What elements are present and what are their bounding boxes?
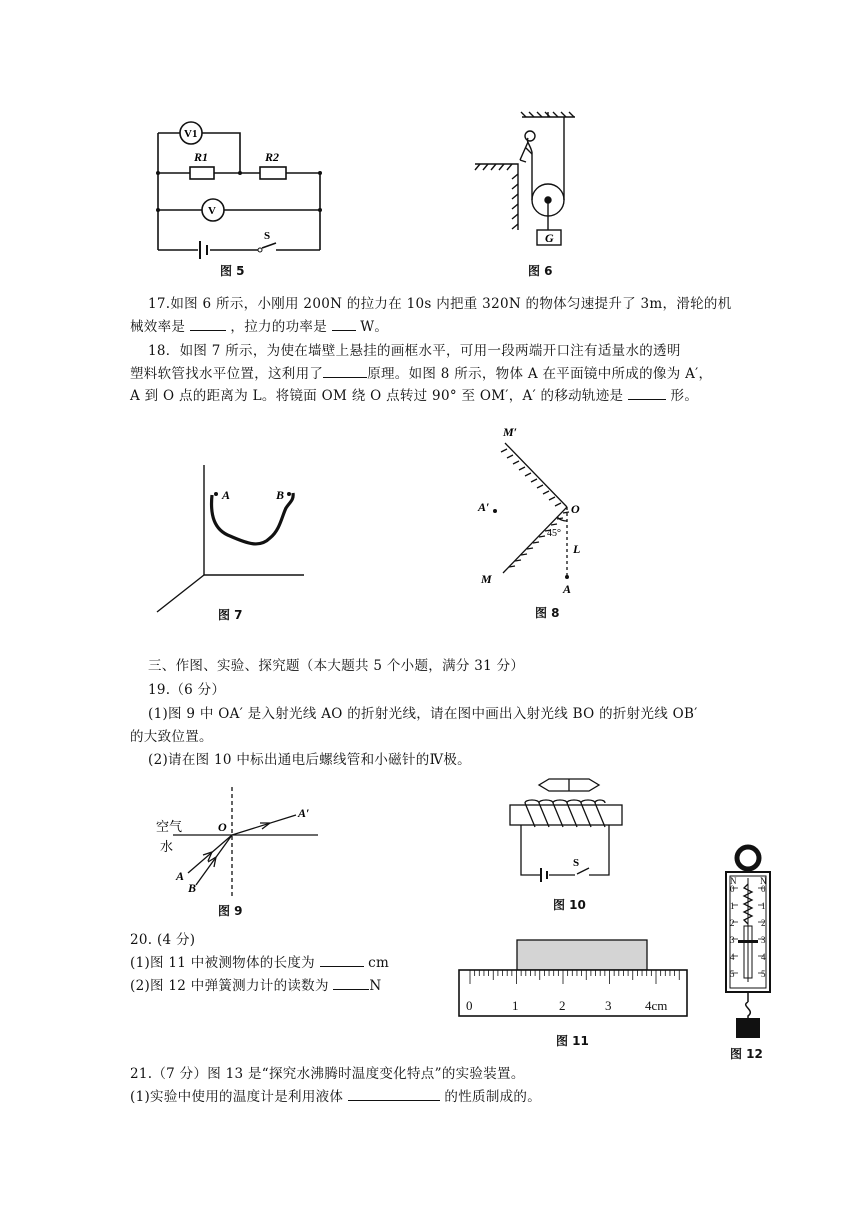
label-v1: V1 — [184, 128, 198, 140]
scale-left-0: 0 — [730, 884, 735, 894]
q17-text-d: W。 — [360, 319, 389, 335]
label-n-left: N — [730, 876, 737, 886]
q17-line-1: 17.如图 6 所示，小刚用 200N 的拉力在 10s 内把重 320N 的物体匀速提升了 3m，滑轮的机 — [148, 296, 732, 312]
label-a: A — [563, 582, 572, 596]
q20-blank-length[interactable] — [320, 952, 364, 967]
label-r1: R1 — [194, 150, 209, 164]
label-o: O — [571, 502, 580, 516]
label-o: O — [218, 820, 227, 834]
figure-9-caption: 图 9 — [218, 904, 243, 918]
label-45: 45° — [547, 528, 561, 539]
q20-part2 — [130, 974, 382, 994]
figure-5-circuit — [150, 115, 330, 260]
figure-6-pulley — [470, 112, 600, 257]
q18-text-2a: 塑料软管找水平位置，这利用了 — [130, 366, 324, 382]
label-b: B — [276, 488, 285, 502]
figure-12-caption: 图 12 — [730, 1047, 763, 1061]
figure-6-caption: 图 6 — [528, 264, 553, 278]
figure-7-caption: 图 7 — [218, 608, 243, 622]
figure-9-refraction — [148, 785, 333, 905]
q18-line-3 — [130, 384, 698, 404]
scale-right-2: 2 — [761, 918, 766, 928]
q19-part1-line2: 的大致位置。 — [130, 729, 213, 745]
tick-label-1: 1 — [512, 998, 519, 1013]
scale-right-5: 5 — [761, 969, 766, 979]
label-a: A — [222, 488, 231, 502]
q20-text-2b: N — [369, 978, 382, 994]
label-water: 水 — [160, 839, 174, 854]
section-3-title: 三、作图、实验、探究题（本大题共 5 个小题，满分 31 分） — [148, 658, 525, 674]
scale-left-4: 4 — [730, 952, 735, 962]
measured-object — [517, 940, 647, 970]
q18-blank-trajectory[interactable] — [628, 385, 666, 400]
q19-part1-line1: (1)图 9 中 OA′ 是入射光线 AO 的折射光线，请在图中画出入射光线 BO 的折射光线 OB′ — [148, 706, 698, 722]
label-air: 空气 — [156, 819, 183, 834]
figure-7-tube — [152, 460, 312, 620]
figure-10-solenoid — [505, 773, 635, 888]
figure-8-mirror — [475, 425, 595, 600]
q18-text-2b: 原理。如图 8 所示，物体 A 在平面镜中所成的像为 A′， — [367, 366, 713, 382]
q17-text-b: 械效率是 — [130, 319, 186, 335]
q17-line-2 — [130, 315, 388, 335]
label-s: S — [264, 230, 271, 242]
label-g: G — [545, 231, 554, 245]
q20-blank-reading[interactable] — [333, 975, 369, 990]
figure-11-caption: 图 11 — [556, 1034, 589, 1048]
scale-left-2: 2 — [730, 918, 735, 928]
scale-left-1: 1 — [730, 901, 735, 911]
tick-label-3: 3 — [605, 998, 612, 1013]
scale-right-1: 1 — [761, 901, 766, 911]
figure-5-caption: 图 5 — [220, 264, 245, 278]
tick-label-4: 4cm — [645, 998, 668, 1013]
label-n-right: N — [760, 876, 767, 886]
label-s: S — [573, 857, 580, 869]
label-r2: R2 — [265, 150, 280, 164]
tick-label-0: 0 — [466, 998, 473, 1013]
q21-head: 21.（7 分）图 13 是“探究水沸腾时温度变化特点”的实验装置。 — [130, 1066, 525, 1082]
figure-12-spring-scale — [720, 842, 780, 1042]
scale-right-0: 0 — [761, 884, 766, 894]
q19-part2: (2)请在图 10 中标出通电后螺线管和小磁针的Ⅳ极。 — [148, 752, 471, 768]
figure-8-caption: 图 8 — [535, 606, 560, 620]
figure-11-ruler — [455, 938, 695, 1023]
q18-text-3a: A 到 O 点的距离为 L。将镜面 OM 绕 O 点转过 90° 至 OM′，A′ 的移动轨迹是 — [130, 388, 624, 404]
label-v: V — [208, 205, 216, 217]
q18-blank-principle[interactable] — [323, 363, 367, 378]
label-a-prime: A′ — [298, 806, 310, 820]
q18-line-1: 18．如图 7 所示，为使在墙壁上悬挂的画框水平，可用一段两端开口注有适量水的透明 — [148, 343, 681, 359]
q21-text-1a: (1)实验中使用的温度计是利用液体 — [130, 1089, 344, 1105]
q18-line-2 — [130, 362, 712, 382]
q21-text-1b: 的性质制成的。 — [444, 1089, 542, 1105]
q20-text-1b: cm — [368, 955, 390, 971]
label-l: L — [573, 542, 581, 556]
q17-blank-efficiency[interactable] — [190, 316, 226, 331]
q18-text-3b: 形。 — [670, 388, 699, 404]
q20-text-2a: (2)图 12 中弹簧测力计的读数为 — [130, 978, 329, 994]
label-a-prime: A′ — [478, 500, 490, 514]
label-a: A — [176, 869, 185, 883]
scale-left-5: 5 — [730, 969, 735, 979]
q20-head: 20. (4 分) — [130, 932, 196, 948]
q17-text-c: ，拉力的功率是 — [230, 319, 327, 335]
q19-head: 19.（6 分） — [148, 682, 226, 698]
q17-blank-power[interactable] — [332, 316, 356, 331]
figure-10-caption: 图 10 — [553, 898, 586, 912]
q21-blank-property[interactable] — [348, 1086, 440, 1101]
tick-label-2: 2 — [559, 998, 566, 1013]
q21-part1 — [130, 1085, 541, 1105]
scale-right-4: 4 — [761, 952, 766, 962]
q20-part1 — [130, 951, 389, 971]
q20-text-1a: (1)图 11 中被测物体的长度为 — [130, 955, 315, 971]
scale-right-3: 3 — [761, 935, 766, 945]
label-m: M — [481, 572, 492, 586]
label-m-prime: M′ — [503, 425, 518, 439]
scale-left-3: 3 — [730, 935, 735, 945]
label-b: B — [188, 881, 197, 895]
